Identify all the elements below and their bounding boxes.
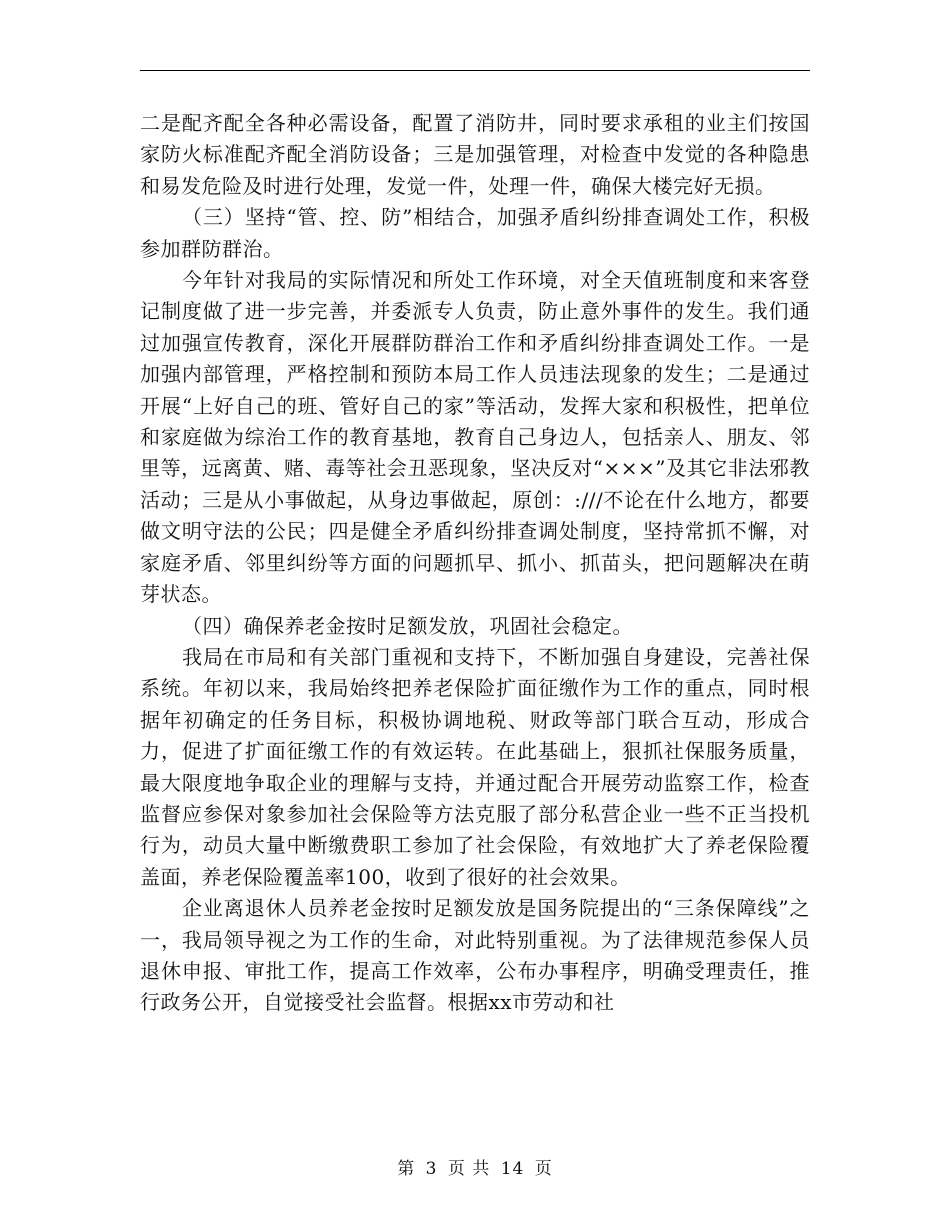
footer-suffix: 页	[534, 1159, 553, 1179]
section-heading-3: （三）坚持“管、控、防”相结合，加强矛盾纠纷排查调处工作，积极参加群防群治。	[140, 205, 810, 261]
paragraph-4: 企业离退休人员养老金按时足额发放是国务院提出的“三条保障线”之一，我局领导视之为工作的生命，对此特别重视。为了法律规范参保人员退休申报、审批工作，提高工作效率，公布办事程序，明确受理责任，推行政务公开，自觉接受社会监督。根据xx市劳动和社	[140, 896, 810, 1015]
paragraph-1: 二是配齐配全各种必需设备，配置了消防井，同时要求承租的业主们按国家防火标准配齐配全消防设备；三是加强管理，对检查中发觉的各种隐患和易发危险及时进行处理，发觉一件，处理一件，确保大楼完好无损。	[140, 111, 810, 198]
total-pages-number: 14	[500, 1159, 525, 1179]
footer-middle: 页 共	[447, 1159, 491, 1179]
document-body	[140, 108, 810, 1019]
section-heading-4: （四）确保养老金按时足额发放，巩固社会稳定。	[182, 613, 633, 638]
current-page-number: 3	[425, 1159, 438, 1179]
footer-prefix: 第	[397, 1159, 416, 1179]
paragraph-3: 我局在市局和有关部门重视和支持下，不断加强自身建设，完善社保系统。年初以来，我局始终把养老保险扩面征缴作为工作的重点，同时根据年初确定的任务目标，积极协调地税、财政等部门联合互动，形成合力，促进了扩面征缴工作的有效运转。在此基础上，狠抓社保服务质量，最大限度地争取企业的理解与支持，并通过配合开展劳动监察工作，检查监督应参保对象参加社会保险等方法克服了部分私营企业一些不正当投机行为，动员大量中断缴费职工参加了社会保险，有效地扩大了养老保险覆盖面，养老保险覆盖率100，收到了很好的社会效果。	[140, 644, 810, 889]
paragraph-2: 今年针对我局的实际情况和所处工作环境，对全天值班制度和来客登记制度做了进一步完善，并委派专人负责，防止意外事件的发生。我们通过加强宣传教育，深化开展群防群治工作和矛盾纠纷排查调处工作。一是加强内部管理，严格控制和预防本局工作人员违法现象的发生；二是通过开展“上好自己的班、管好自己的家”等活动，发挥大家和积极性，把单位和家庭做为综治工作的教育基地，教育自己身边人，包括亲人、朋友、邻里等，远离黄、赌、毒等社会丑恶现象，坚决反对“×××”及其它非法邪教活动；三是从小事做起，从身边事做起，原创：:///不论在什么地方，都要做文明守法的公民；四是健全矛盾纠纷排查调处制度，坚持常抓不懈，对家庭矛盾、邻里纠纷等方面的问题抓早、抓小、抓苗头，把问题解决在萌芽状态。	[140, 268, 810, 607]
header-rule	[140, 70, 810, 71]
page-footer	[0, 1154, 950, 1179]
